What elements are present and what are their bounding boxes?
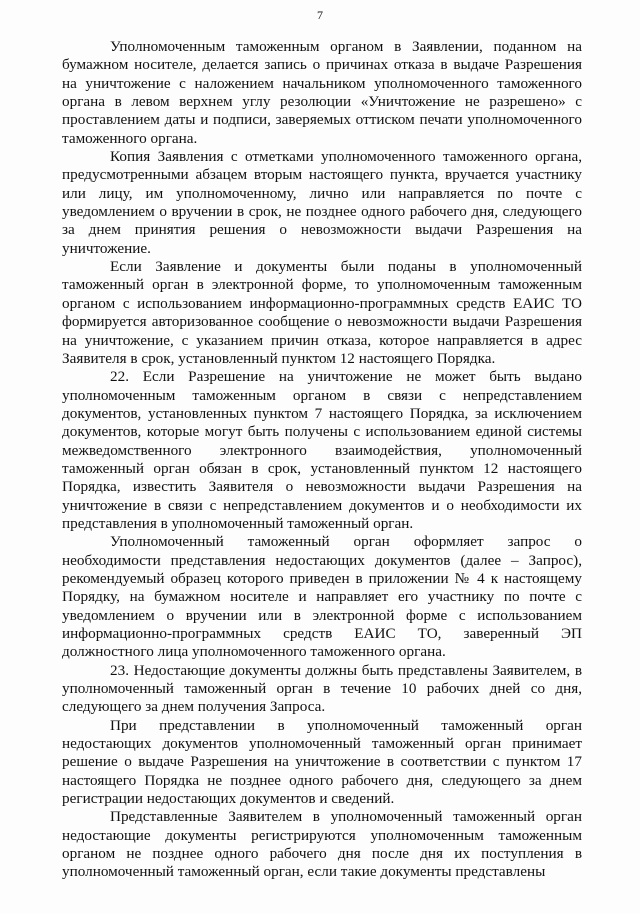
document-body xyxy=(62,38,582,882)
paragraph-point-23: 23. Недостающие документы должны быть представлены Заявителем, в уполномоченный таможенный орган в течение 10 рабочих дней со дня, следующего за днем получения Запроса. xyxy=(62,661,582,716)
paragraph: Уполномоченным таможенным органом в Заявлении, поданном на бумажном носителе, делается запись о причинах отказа в выдаче Разрешения на уничтожение с наложением начальником уполномоченного таможенного органа в левом верхнем углу резолюции «Уничтожение не разрешено» с проставлением даты и подписи, заверяемых оттиском печати уполномоченного таможенного органа. xyxy=(62,38,582,147)
page-number: 7 xyxy=(317,8,323,22)
paragraph: Уполномоченный таможенный орган оформляет запрос о необходимости представления недостающих документов (далее – Запрос), рекомендуемый образец которого приведен в приложении № 4 к настоящему Порядку, на бумажном носителе и направляет его участнику по почте с уведомлением о вручении или в электронной форме с использованием информационно-программных средств ЕАИС ТО, заверенный ЭП должностного лица уполномоченного таможенного органа. xyxy=(62,533,582,661)
paragraph: Представленные Заявителем в уполномоченный таможенный орган недостающие документы регистрируются уполномоченным таможенным органом не позднее одного рабочего дня после дня их поступления в уполномоченный таможенный орган, если такие документы представлены xyxy=(62,808,582,881)
paragraph: Копия Заявления с отметками уполномоченного таможенного органа, предусмотренными абзацем вторым настоящего пункта, вручается участнику или лицу, им уполномоченному, лично или направляется по почте с уведомлением о вручении в срок, не позднее одного рабочего дня, следующего за днем принятия решения о невозможности выдачи Разрешения на уничтожение. xyxy=(62,148,582,257)
paragraph: При представлении в уполномоченный таможенный орган недостающих документов уполномоченный таможенный орган принимает решение о выдаче Разрешения на уничтожение в соответствии с пунктом 17 настоящего Порядка не позднее одного рабочего дня, следующего за днем регистрации недостающих документов и сведений. xyxy=(62,716,582,808)
paragraph: Если Заявление и документы были поданы в уполномоченный таможенный орган в электронной форме, то уполномоченным таможенным органом с использованием информационно-программных средств ЕАИС ТО формируется авторизованное сообщение о невозможности выдачи Разрешения на уничтожение, с указанием причин отказа, которое направляется в адрес Заявителя в срок, установленный пунктом 12 настоящего Порядка. xyxy=(62,258,582,367)
paragraph-point-22: 22. Если Разрешение на уничтожение не может быть выдано уполномоченным таможенным органом в связи с непредставлением документов, установленных пунктом 7 настоящего Порядка, за исключением документов, которые могут быть получены с использованием единой системы межведомственного электронного взаимодействия, уполномоченный таможенный орган обязан в срок, установленный пунктом 12 настоящего Порядка, известить Заявителя о невозможности выдачи Разрешения на уничтожение в связи с непредставлением документов и о необходимости их представления в уполномоченный таможенный орган. xyxy=(62,368,582,532)
